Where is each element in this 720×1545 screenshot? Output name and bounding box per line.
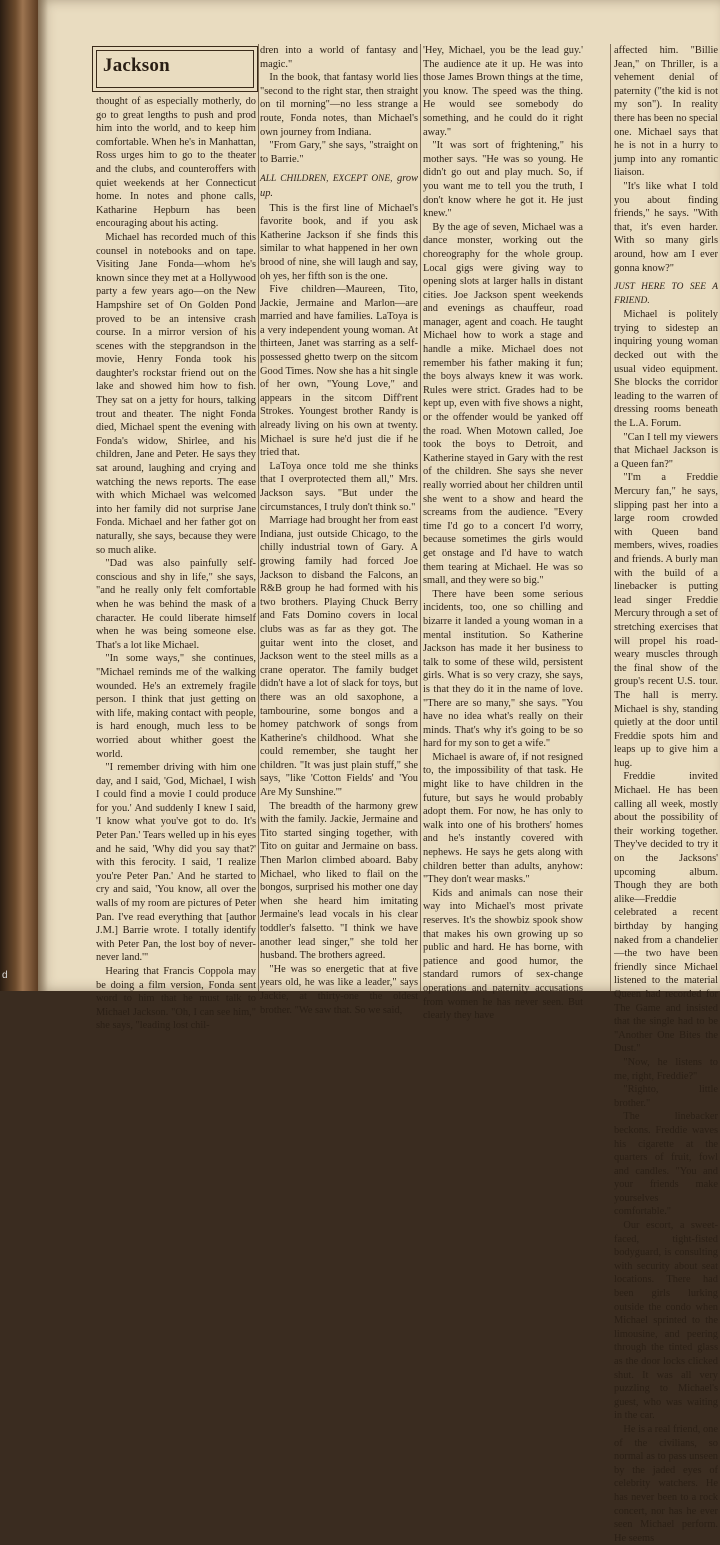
paragraph: Our escort, a sweet-faced, tight-fisted bodyguard, is consulting with security about seat locations. There had been girls lurking outside the condo when Michael sprinted to the limousine, and peering through the tinted glass as the door locks clicked shut. It was all very puzzling to Michael's guest, who was waiting in the car. <box>614 1220 718 1422</box>
page-folio: d <box>2 970 8 981</box>
left-page-photo <box>0 0 38 991</box>
paragraph: "In some ways," she continues, "Michael reminds me of the walking wounded. He's an extremely fragile person. I think that just getting on with life, making contact with people, is hard enough, much less to be worried about whither goest the world. <box>96 653 256 760</box>
section-title: Jackson <box>103 55 170 76</box>
paragraph: By the age of seven, Michael was a dance monster, working out the choreography for the whole group. Local gigs were giving way to opening slots at larger halls in distant cities. Joe Jackson spent weekends and evenings as chauffeur, road manager, agent and coach. He taught Michael how to work a stage and handle a mike. Michael does not remember his father making it fun; the boys always knew it was work. Rules were strict. Grades had to be kept up, even with five shows a night, or the offender would be yanked off the road. When Motown called, Joe took the boys to Detroit, and Katherine stayed in Gary with the rest of the children. She says she never really worried about her children until she went to a show and heard the screams from the audience. "Every time I'd go to a concert I'd worry, because sometimes the girls would get onstage and I'd have to watch them tearing at Michael. He was so small, and they were so big." <box>423 221 583 587</box>
paragraph: Kids and animals can nose their way into Michael's most private reserves. It's the showbiz spook show that makes his own growing up so public and hard. He has borne, with patience and good humor, the standard rumors of sex-change operations and paternity accusations from women he has never seen. But clearly they have <box>423 887 583 1022</box>
column-rule-1 <box>258 44 259 991</box>
paragraph: "It was sort of frightening," his mother says. "He was so young. He didn't go out and play much. So, if you want me to tell you the truth, I don't know where he got it. He just knew." <box>423 140 583 220</box>
paragraph: Freddie invited Michael. He has been calling all week, mostly about the possibility of their working together. They've decided to try it on the Jacksons' upcoming album. Though they are both alike—Freddie celebrated a recent birthday by hanging naked from a chandelier—the two have been friendly since Michael listened to the material Queen had recorded for The Game and insisted that the single had to be "Another One Bites the Dust." <box>614 771 718 1055</box>
paragraph: "Now, he listens to me, right, Freddie?" <box>614 1056 718 1082</box>
section-lead-rest: grow up. <box>260 173 418 199</box>
column-rule-2 <box>420 44 421 991</box>
paragraph <box>614 281 718 308</box>
paragraph: 'Hey, Michael, you be the lead guy.' The audience ate it up. He was into those James Brown things at the time, you know. The speed was the thing. He would see somebody do something, and he could do it right away." <box>423 45 583 138</box>
paragraph: "From Gary," she says, "straight on to Barrie." <box>260 140 418 165</box>
paragraph: "Dad was also painfully self-conscious and shy in life," she says, "and he really only felt comfortable when he was behind the mask of a character. He could liberate himself when he was being someone else. That's a lot like Michael. <box>96 558 256 651</box>
paragraph: dren into a world of fantasy and magic." <box>260 45 418 70</box>
paragraph: "He was so energetic that at five years old, he was like a leader," says Jackie, at thirty-one the oldest brother. "We saw that. So we said, <box>260 963 418 1016</box>
column-rule-3 <box>610 44 611 991</box>
paragraph: "Righto, little brother." <box>614 1084 718 1109</box>
page-gutter-shadow <box>38 0 48 991</box>
paragraph: He is a real friend, one of the civilians, so normal as to pass unseen by the jaded eyes of celebrity watchers. He has never been to a rock concert, nor has he ever seen Michael perform. He seems <box>614 1423 718 1544</box>
paragraph: Five children—Maureen, Tito, Jackie, Jermaine and Marlon—are married and have families. LaToya is a very independent young woman. At thirteen, Janet was starring as a self-possessed ghetto twerp on the sitcom Good Times. Now she has a hit single of her own, "Young Love," and appears in the sitcom Diff'rent Strokes. Youngest brother Randy is already living on his own at twenty. Michael is sure he'd just die if he tried that. <box>260 284 418 459</box>
paragraph: The breadth of the harmony grew with the family. Jackie, Jermaine and Tito started singing together, with Tito on guitar and Jermaine on bass. Then Marlon climbed aboard. Baby Michael, who liked to flail on the bongos, surprised his mother one day when she heard him imitating Jermaine's lead vocals in his clear toddler's falsetto. "I think we have another lead singer," she told her husband. The brothers agreed. <box>260 800 418 962</box>
section-title-box <box>92 46 258 92</box>
paragraph: "I remember driving with him one day, and I said, 'God, Michael, I wish I could find a movie I could produce for you.' And suddenly I knew I said, 'I know what you've got to do. It's Peter Pan.' Tears welled up in his eyes and he said, 'Why did you say that?' with this ferocity. I said, 'I realize you're Peter Pan.' And he started to cry and said, 'You know, all over the walls of my room are pictures of Peter Pan. I've read everything that [author J.M.] Barrie wrote. I totally identify with Peter Pan, the lost boy of never-never land.'" <box>96 762 256 964</box>
paragraph: "It's like what I told you about finding friends," he says. "With that, it's even harder. With so many girls around, how am I ever gonna know?" <box>614 180 718 274</box>
paragraph: Michael is aware of, if not resigned to, the impossibility of that task. He might like to have children in the future, but says he would probably adopt them. For now, he has only to walk into one of his brothers' homes and he's instantly covered with nephews. He says he gets along with children better than adults, anyhow: "They don't wear masks." <box>423 751 583 886</box>
paragraph: Michael has recorded much of this counsel in notebooks and on tape. Visiting Jane Fonda—whom he's known since they met at a Hollywood party a few years ago—on the New Hampshire set of On Golden Pond proved to be an intensive crash course. In a mirror version of his scenes with the stepgrandson in the movie, Henry Fonda took his daughter's rockstar friend out on the lake and showed him how to fish. They sat on a jetty for hours, talking trout and theater. The night Fonda died, Michael spent the evening with Fonda's widow, Shirlee, and his children, Jane and Peter. He says they sat around, laughing and crying and watching the news reports. The ease with which Michael was welcomed into her family did not surprise Jane Fonda. Michael and her father got on naturally, she says, because they were so much alike. <box>96 231 256 556</box>
paragraph <box>260 172 418 201</box>
paragraph: affected him. "Billie Jean," on Thriller, is a vehement denial of paternity ("the kid is not my son"). In reality there has been no special one. Michael says that he is not in a hurry to jump into any romantic liaison. <box>614 45 718 179</box>
paragraph: This is the first line of Michael's favorite book, and if you ask Katherine Jackson if she finds this similar to what happened in her own brood of nine, she will laugh and say, oh yes, her fifth son is the one. <box>260 202 418 282</box>
section-lead: ALL CHILDREN, EXCEPT ONE, <box>260 174 393 185</box>
paragraph: The linebacker beckons. Freddie waves his cigarette at the quarters of fruit, fowl and candles. "You and your friends make yourselves comfortable." <box>614 1111 718 1218</box>
article-column-1 <box>96 95 256 1032</box>
section-lead: JUST HERE TO SEE A FRIEND. <box>614 282 718 306</box>
paragraph: "Can I tell my viewers that Michael Jackson is a Queen fan?" <box>614 431 718 470</box>
paragraph: There have been some serious incidents, too, one so chilling and bizarre it landed a young woman in a mental institution. So Katherine Jackson has made it her business to talk to some of these wild, persistent girls. What is so very crazy, she says, is that they do it in the name of love. "There are so many," she says. "You have no idea what's really on their minds. That's why it's going to be so hard for my son to get a wife." <box>423 588 583 750</box>
article-column-2 <box>260 44 418 1016</box>
paragraph: Marriage had brought her from east Indiana, just outside Chicago, to the chilly industrial town of Gary. A growing family had forced Joe Jackson to disband the Falcons, an R&B group he had formed with his two brothers. Playing Chuck Berry and Fats Domino covers in local clubs was as far as they got. The guitar went into the closet, and Jackson went to the steel mills as a crane operator. The family budget didn't have a lot of slack for toys, but there was an old saxophone, a tambourine, some bongos and a homey patchwork of songs from Katherine's childhood. What she could remember, she taught her children. "It was just plain stuff," she says, "like 'Cotton Fields' and 'You Are My Sunshine.'" <box>260 515 418 799</box>
article-column-3 <box>423 44 583 1022</box>
paragraph: LaToya once told me she thinks that I overprotected them all," Mrs. Jackson says. "But under the circumstances, I truly don't think so." <box>260 460 418 513</box>
article-column-4 <box>614 44 718 1544</box>
paragraph: Michael is politely trying to sidestep an inquiring young woman decked out with the usual video equipment. She blocks the corridor leading to the warren of dressing rooms beneath the L.A. Forum. <box>614 309 718 430</box>
paragraph: Hearing that Francis Coppola may be doing a film version, Fonda sent word to him that he must talk to Michael Jackson. "Oh, I can see him," she says, "leading lost chil- <box>96 966 256 1032</box>
paragraph: "I'm a Freddie Mercury fan," he says, slipping past her into a large room crowded with Queen band members, wives, roadies and friends. A burly man with the build of a linebacker is putting lead singer Freddie Mercury through a set of stretching exercises that will propel his road-weary muscles through the final show of the group's recent U.S. tour. The hall is merry. Michael is shy, standing quietly at the door until Freddie spots him and leaps up to give him a hug. <box>614 472 718 769</box>
paragraph: In the book, that fantasy world lies "second to the right star, then straight on til morning"—no less strange a route, Fonda notes, than Michael's own journey from Indiana. <box>260 72 418 138</box>
paragraph: thought of as especially motherly, do go to great lengths to push and prod him into the world, and to keep him comfortable. When he's in Manhattan, Ross urges him to go to the theater and the clubs, and counteroffers with quiet weekends at her Connecticut home. In notes and phone calls, Katharine Hepburn has been encouraging about his acting. <box>96 96 256 230</box>
